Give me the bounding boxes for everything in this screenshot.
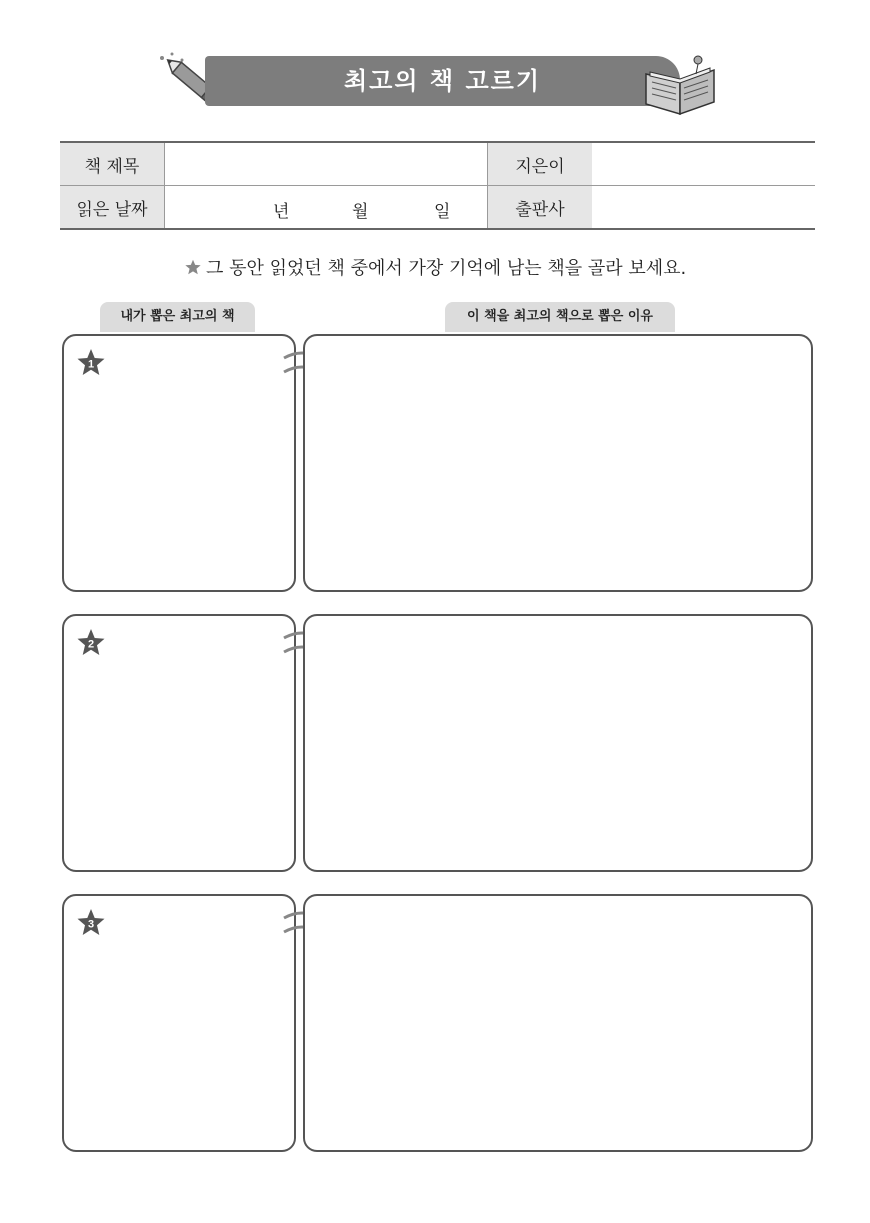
- author-field[interactable]: [592, 142, 815, 186]
- entry-number: 2: [87, 638, 95, 651]
- title-banner: [205, 56, 680, 106]
- chosen-book-box-2[interactable]: [62, 614, 296, 872]
- chosen-book-box-1[interactable]: [62, 334, 296, 592]
- entry-number: 3: [87, 918, 95, 931]
- author-label: 지은이: [488, 142, 593, 186]
- day-unit: 일: [434, 202, 451, 222]
- entry-number: 1: [87, 358, 95, 371]
- instruction-text: 그 동안 읽었던 책 중에서 가장 기억에 남는 책을 골라 보세요.: [206, 258, 687, 279]
- read-date-field[interactable]: [165, 186, 488, 230]
- star-number-icon: [76, 348, 106, 382]
- book-title-label: 책 제목: [60, 142, 165, 186]
- page-title: 최고의 책 고르기: [344, 67, 541, 95]
- open-book-icon: [640, 52, 720, 126]
- month-unit: 월: [352, 202, 369, 222]
- chosen-book-tab: 내가 뽑은 최고의 책: [100, 302, 255, 332]
- publisher-field[interactable]: [592, 186, 815, 230]
- reason-box-1[interactable]: [303, 334, 813, 592]
- read-date-label: 읽은 날짜: [60, 186, 165, 230]
- chosen-book-box-3[interactable]: [62, 894, 296, 1152]
- reason-box-3[interactable]: [303, 894, 813, 1152]
- star-number-icon: [76, 628, 106, 662]
- reason-tab: 이 책을 최고의 책으로 뽑은 이유: [445, 302, 675, 332]
- star-bullet-icon: [184, 258, 202, 276]
- instruction: [184, 254, 686, 280]
- publisher-label: 출판사: [488, 186, 593, 230]
- reason-box-2[interactable]: [303, 614, 813, 872]
- star-number-icon: [76, 908, 106, 942]
- book-title-field[interactable]: [165, 142, 488, 186]
- year-unit: 년: [273, 202, 290, 222]
- book-info-table: [60, 141, 815, 230]
